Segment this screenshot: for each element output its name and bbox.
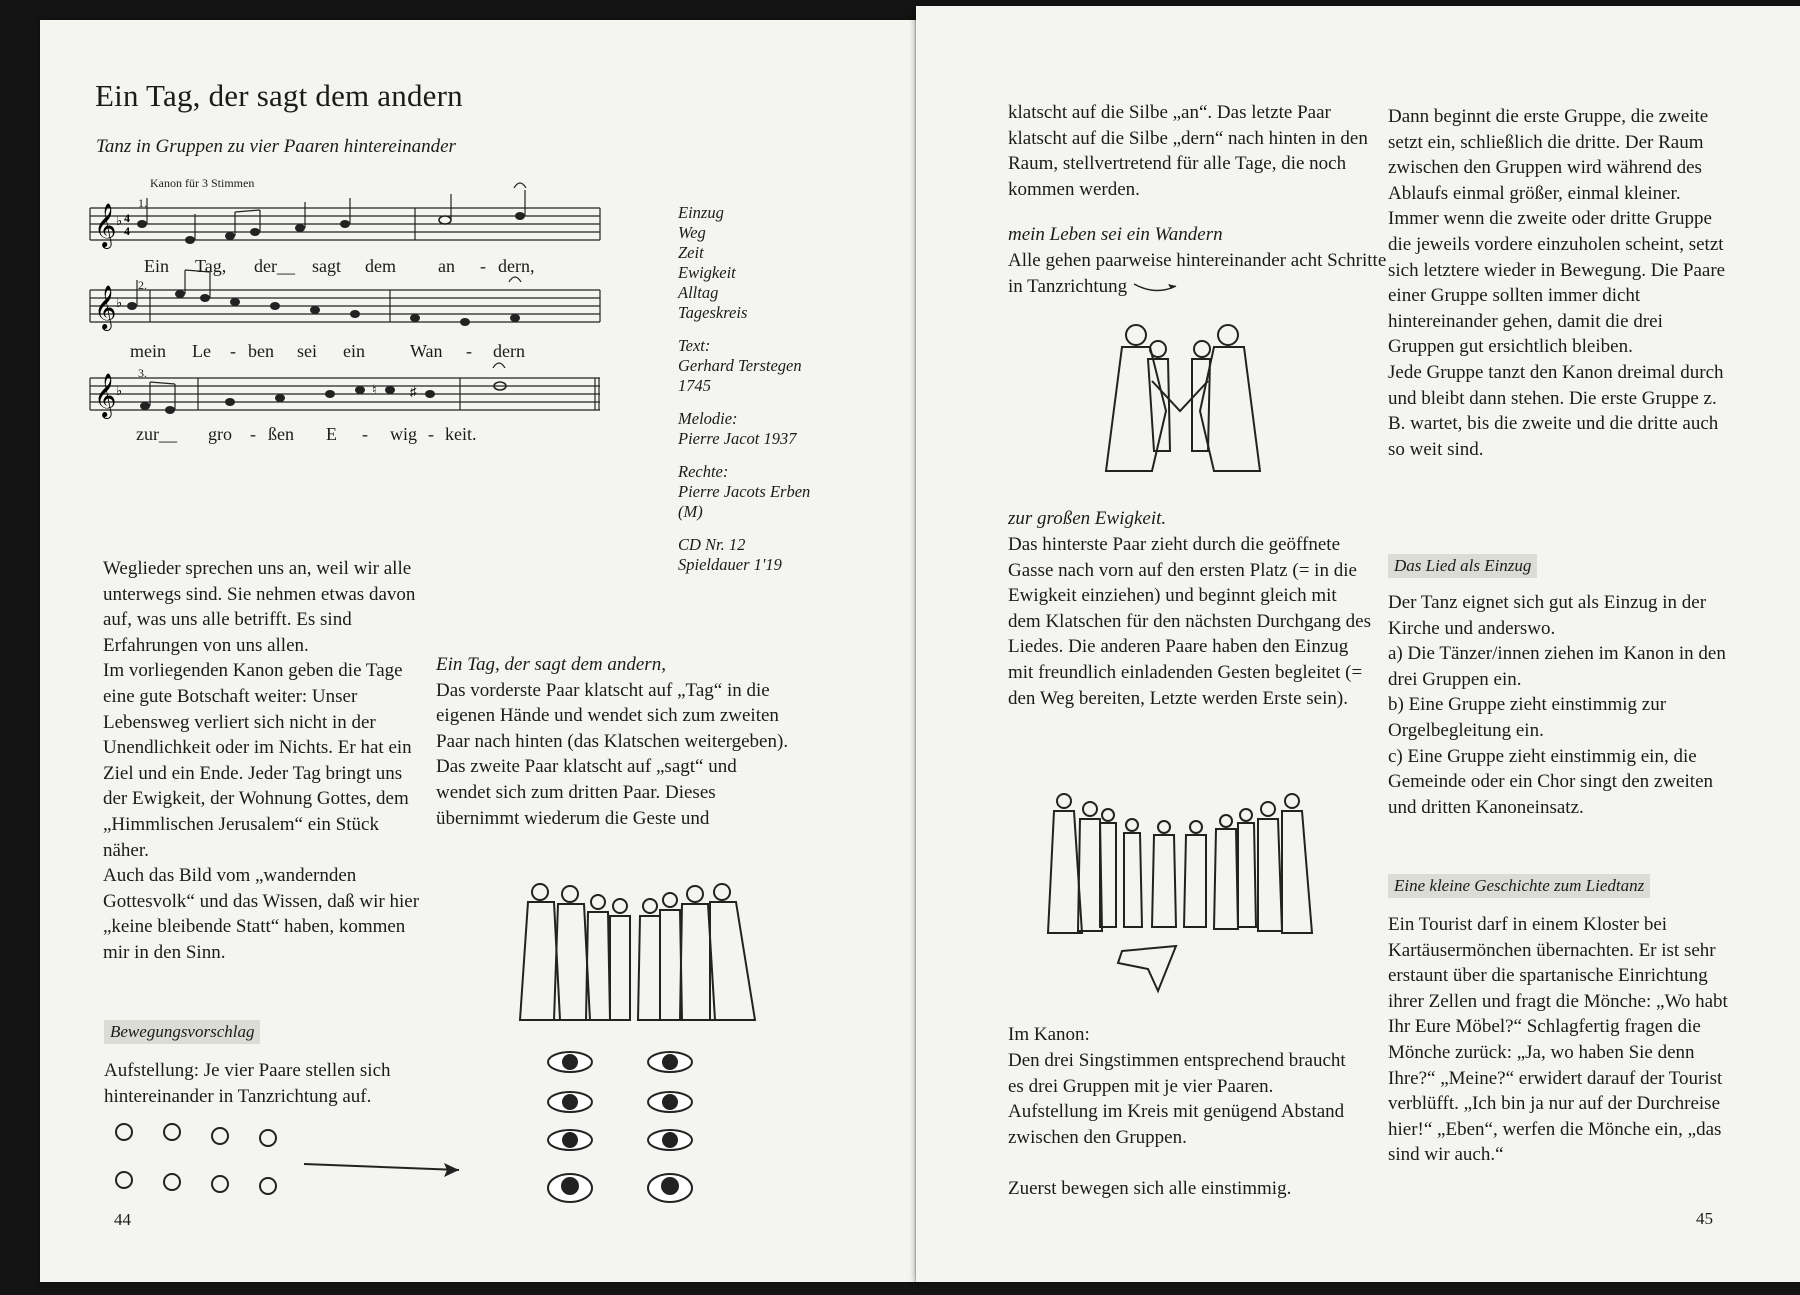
voice-number-2: 2. [138, 278, 147, 292]
lyric: ein [343, 341, 365, 361]
lyric: dern [493, 341, 525, 361]
voice-number-1: 1. [138, 196, 147, 210]
story-text: Ein Tourist darf in einem Kloster bei Kartäusermönchen übernachten. Er ist sehr erstaunt über die spartanische Einrichtung ihrer Zellen und fragt die Mönche: „Wo habt Ihr Eure Möbel?“ Schlagfertig fragen die Mönche zurück: „Ja, wo haben Sie denn Ihre?“ „Meine?“ erwidert darauf der Tourist verblüfft. „Ich bin ja nur auf der Durchreise hier!“ „Eben“, werfen die Mönche ein, „das sind wir auch.“ [1388, 914, 1728, 1166]
canon-text-2: Zuerst bewegen sich alle einstimmig. [1008, 1178, 1292, 1199]
lyric: an [438, 256, 455, 276]
lyric: dem [365, 256, 396, 276]
lyric: sagt [312, 256, 341, 276]
paragraph: Das vorderste Paar klatscht auf „Tag“ in die eigenen Hände und wendet sich zum zweiten Paar nach hinten (das Klatschen weitergeben). [436, 679, 789, 752]
paragraph: Im vorliegenden Kanon geben die Tage eine gute Botschaft weiter: Unser Lebensweg verliert sich nicht in der Unendlichkeit oder im Nichts. Er hat ein Ziel und ein Ende. Jeder Tag bringt uns der Ewigkeit, der Wohnung Gottes, dem „Himmlischen Jerusalem“ ein Stück näher. [103, 660, 412, 861]
couples-topview-diagram [540, 1050, 740, 1210]
eternity-text: Das hinterste Paar zieht durch die geöffnete Gasse nach vorn auf den ersten Platz (= in die Ewigkeit einziehen) und beginnt gleich mit dem Klatschen für den nächsten Durchgang des Liedes. Die anderen Paare haben den Einzug mit freundlich einladenden Gesten begleitet (= den Weg bereiten, Letzte werden Erste sein). [1008, 534, 1371, 709]
lyric: Ein [144, 256, 169, 276]
lyric: - [428, 424, 434, 444]
meta-column [678, 203, 828, 588]
lyric: zur__ [136, 424, 177, 444]
theme-item: Tageskreis [678, 303, 748, 322]
lyric: ben [248, 341, 274, 361]
entry-option: b) Eine Gruppe zieht einstimmig zur Orgelbegleitung ein. [1388, 694, 1667, 741]
eternity-heading: zur großen Ewigkeit. [1008, 508, 1167, 529]
lyric: der__ [254, 256, 295, 276]
canon-heading: Im Kanon: [1008, 1024, 1090, 1045]
page-subtitle: Tanz in Gruppen zu vier Paaren hintereinander [96, 136, 456, 157]
canon-text: Den drei Singstimmen entsprechend braucht es drei Gruppen mit je vier Paaren. Aufstellung im Kreis mit genügend Abstand zwischen den Gruppen. [1008, 1050, 1346, 1148]
themes-list [678, 203, 828, 323]
lyric: mein [130, 341, 166, 361]
col2-text [1388, 104, 1733, 462]
paragraph: Auch das Bild vom „wandernden Gottesvolk“ und das Wissen, daß wir hier „keine bleibende Statt“ haben, kommen mir in den Sinn. [103, 865, 420, 963]
intro-text [103, 556, 429, 966]
left-page [40, 20, 916, 1282]
theme-item: Ewigkeit [678, 263, 736, 282]
lyric: Tag, [195, 256, 227, 276]
lyric: E [326, 424, 337, 444]
melody-credit: Melodie: Pierre Jacot 1937 [678, 409, 797, 448]
paragraph: Weglieder sprechen uns an, weil wir alle unterwegs sind. Sie nehmen etwas davon auf, was uns alle betrifft. Es sind Erfahrungen von uns allen. [103, 558, 416, 656]
page-number: 44 [114, 1210, 131, 1229]
entry-text: Der Tanz eignet sich gut als Einzug in der Kirche und anderswo. a) Die Tänzer/innen ziehen im Kanon in den drei Gruppen ein. b) Eine Gruppe zieht einstimmig zur Orgelbegleitung ein. c) Eine Gruppe zieht einstimmig ein, die Gemeinde oder ein Chor singt den zweiten und dritten Kanoneinsatz. [1388, 590, 1733, 820]
lyric: gro [208, 424, 232, 444]
lyric: Wan [410, 341, 443, 361]
formation-diagram [104, 1120, 464, 1200]
page-title: Ein Tag, der sagt dem andern [95, 78, 463, 113]
text-credit: Text: Gerhard Terstegen 1745 [678, 336, 802, 395]
lyric: - [230, 341, 236, 361]
theme-item: Zeit [678, 243, 704, 262]
setup-text: Aufstellung: Je vier Paare stellen sich hintereinander in Tanzrichtung auf. [104, 1060, 391, 1107]
lyric: - [250, 424, 256, 444]
lyric: - [466, 341, 472, 361]
svg-text:𝄞: 𝄞 [94, 373, 117, 417]
paragraph: Jede Gruppe tanzt den Kanon dreimal durch und bleibt dann stehen. Die erste Gruppe z. B. wartet, bis die zweite und die dritte auch so weit sind. [1388, 361, 1724, 460]
theme-item: Weg [678, 223, 706, 242]
movement-heading: Bewegungsvorschlag [104, 1020, 260, 1044]
entry-option: c) Eine Gruppe zieht einstimmig ein, die Gemeinde oder ein Chor singt den zweiten und dritten Kanoneinsatz. [1388, 745, 1714, 818]
dance-heading: Ein Tag, der sagt dem andern, [436, 654, 666, 675]
lyric: keit. [445, 424, 477, 444]
svg-text:♮: ♮ [372, 382, 377, 397]
svg-text:𝄞: 𝄞 [94, 285, 117, 329]
sheet-music [90, 190, 610, 460]
lyric: wig [390, 424, 417, 444]
svg-text:♭: ♭ [116, 383, 123, 398]
direction-arrow-icon [1132, 280, 1180, 294]
page-number: 45 [1696, 1209, 1713, 1228]
clapping-illustration [1096, 321, 1276, 481]
dance-instructions [436, 652, 796, 831]
paragraph: Das zweite Paar klatscht auf „sagt“ und wendet sich zum dritten Paar. Dieses übernimmt wiederum die Geste und [436, 756, 737, 829]
entry-heading: Das Lied als Einzug [1388, 554, 1537, 578]
lyric: ßen [268, 424, 294, 444]
circle-dancers-illustration [1046, 791, 1316, 991]
theme-item: Alltag [678, 283, 719, 302]
wander-text: Alle gehen paarweise hintereinander acht Schritte in Tanzrichtung [1008, 250, 1387, 297]
wander-heading: mein Leben sei ein Wandern [1008, 224, 1223, 245]
col1-top-text: klatscht auf die Silbe „an“. Das letzte Paar klatscht auf die Silbe „dern“ nach hinten in den Raum, stellvertretend für alle Tage, die noch kommen werden. [1008, 102, 1368, 200]
score-label: Kanon für 3 Stimmen [150, 176, 255, 190]
voice-number-3: 3. [138, 366, 147, 380]
lyric: sei [297, 341, 317, 361]
theme-item: Einzug [678, 203, 724, 222]
svg-text:4: 4 [124, 224, 130, 238]
cd-info: CD Nr. 12 Spieldauer 1'19 [678, 535, 782, 574]
svg-text:𝄞: 𝄞 [94, 203, 117, 247]
story-heading: Eine kleine Geschichte zum Liedtanz [1388, 874, 1650, 898]
svg-text:♭: ♭ [116, 295, 123, 310]
lyric: - [362, 424, 368, 444]
svg-text:4: 4 [124, 211, 130, 225]
rights-credit: Rechte: Pierre Jacots Erben (M) [678, 462, 811, 521]
dancers-illustration [510, 880, 760, 1030]
lyric: Le [192, 341, 211, 361]
right-page [916, 6, 1800, 1282]
paragraph: Dann beginnt die erste Gruppe, die zweite setzt ein, schließlich die dritte. Der Raum zwischen den Gruppen wird während des Ablaufs einmal größer, einmal kleiner. Immer wenn die zweite oder dritte Gruppe die jeweils vordere einzuholen scheint, setzt sich letztere wieder in Bewegung. Die Paare einer Gruppe sollten immer dicht hintereinander gehen, damit die drei Gruppen gut ersichtlich bleiben. [1388, 106, 1726, 358]
entry-option: a) Die Tänzer/innen ziehen im Kanon in den drei Gruppen ein. [1388, 643, 1726, 690]
svg-text:♭: ♭ [116, 213, 123, 228]
arrow-shape [1118, 946, 1176, 991]
svg-text:♯: ♯ [410, 384, 417, 399]
lyric: - [480, 256, 486, 276]
lyric: dern, [498, 256, 535, 276]
